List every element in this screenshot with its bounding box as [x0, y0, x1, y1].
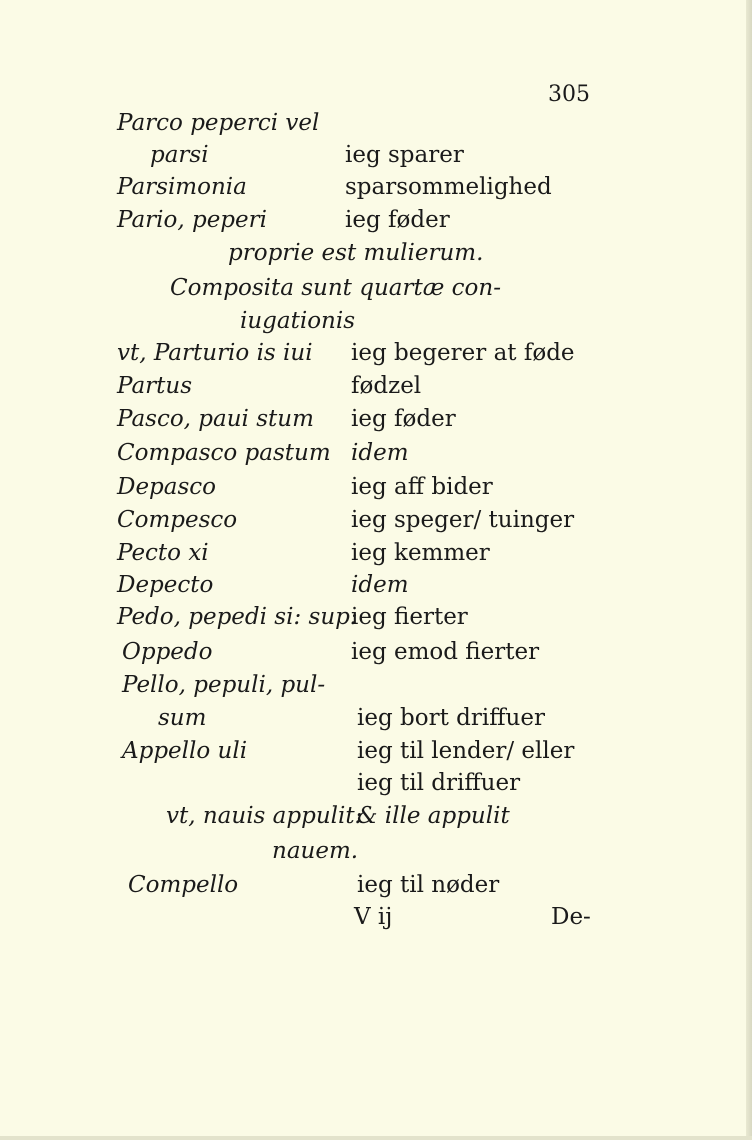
latin-headword: vt, Parturio is iui: [117, 340, 313, 366]
latin-headword: Compesco: [117, 507, 238, 533]
signature-mark: V ij: [354, 904, 393, 930]
latin-headword: Parco peperci vel: [117, 110, 320, 136]
danish-gloss: sparsommelighed: [345, 174, 552, 200]
danish-gloss: ieg begerer at føde: [351, 340, 575, 366]
danish-gloss: fødzel: [351, 373, 422, 399]
danish-gloss: ieg fierter: [351, 604, 468, 630]
page-bottom-edge: [0, 1136, 752, 1140]
latin-headword: Depecto: [117, 572, 214, 598]
latin-headword: Pecto xi: [117, 540, 209, 566]
latin-note: vt, nauis appulit:: [166, 803, 363, 829]
danish-gloss: ieg sparer: [345, 142, 464, 168]
danish-gloss: ieg føder: [351, 406, 456, 432]
danish-gloss: ieg til driffuer: [357, 770, 521, 796]
catchword: De-: [551, 904, 591, 930]
danish-gloss: ieg emod fierter: [351, 639, 540, 665]
latin-headword: Depasco: [117, 474, 217, 500]
page-edge: [746, 0, 752, 1140]
latin-headword: parsi: [150, 142, 209, 168]
danish-gloss: ieg kemmer: [351, 540, 490, 566]
latin-headword: Oppedo: [122, 639, 213, 665]
danish-gloss: ieg bort driffuer: [357, 705, 545, 731]
page-number: 305: [548, 82, 590, 107]
latin-note: iugationis: [240, 308, 356, 334]
latin-note: Composita sunt quartæ con-: [170, 275, 501, 301]
latin-headword: Pedo, pepedi si: sup:: [117, 604, 358, 630]
latin-note: nauem.: [272, 838, 359, 864]
danish-gloss: ieg aff bider: [351, 474, 493, 500]
latin-headword: sum: [158, 705, 207, 731]
latin-headword: Pario, peperi: [117, 207, 267, 233]
danish-gloss: ieg til nøder: [357, 872, 500, 898]
latin-note: & ille appulit: [357, 803, 510, 829]
latin-note: proprie est mulierum.: [228, 240, 484, 266]
latin-headword: Pello, pepuli, pul-: [122, 672, 326, 698]
latin-headword: Compello: [128, 872, 239, 898]
danish-gloss: ieg til lender/ eller: [357, 738, 575, 764]
danish-gloss: idem: [351, 440, 409, 466]
latin-headword: Partus: [117, 373, 193, 399]
danish-gloss: idem: [351, 572, 409, 598]
latin-headword: Compasco pastum: [117, 440, 331, 466]
latin-headword: Parsimonia: [117, 174, 247, 200]
latin-headword: Appello uli: [122, 738, 248, 764]
danish-gloss: ieg speger/ tuinger: [351, 507, 575, 533]
latin-headword: Pasco, paui stum: [117, 406, 314, 432]
danish-gloss: ieg føder: [345, 207, 450, 233]
